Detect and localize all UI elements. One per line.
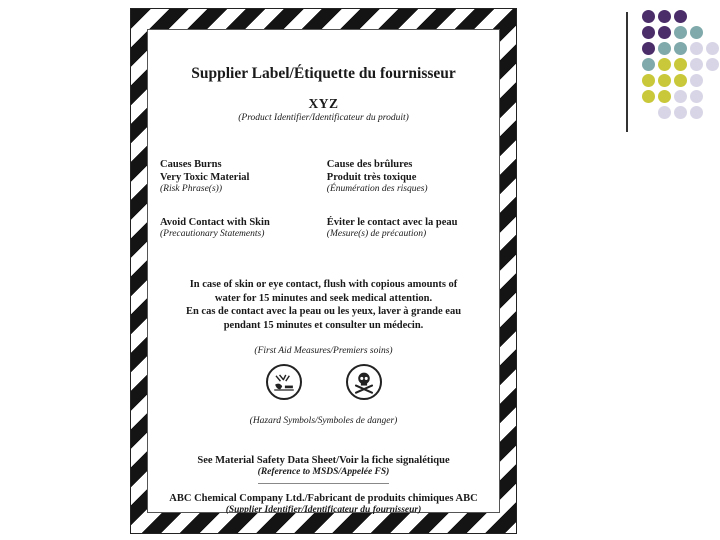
- decorative-dot: [690, 90, 703, 103]
- hazard-symbols-caption: (Hazard Symbols/Symboles de danger): [249, 416, 398, 426]
- precaution-fr-caption: (Mesure(s) de précaution): [326, 229, 427, 240]
- msds-reference: [148, 454, 499, 479]
- decorative-dot: [674, 74, 687, 87]
- product-identifier-caption: (Product Identifier/Identificateur du produit): [238, 112, 409, 123]
- decorative-dot: [674, 10, 687, 23]
- msds-caption: (Reference to MSDS/Appelée FS): [257, 467, 390, 478]
- divider: [258, 483, 389, 484]
- decorative-dot: [674, 58, 687, 71]
- decorative-vertical-rule: [626, 12, 628, 132]
- supplier-line: ABC Chemical Company Ltd./Fabricant de produits chimiques ABC: [169, 493, 478, 504]
- precaution-en: [160, 216, 314, 241]
- decorative-dot: [658, 74, 671, 87]
- decorative-dot: [658, 58, 671, 71]
- decorative-dot: [706, 58, 719, 71]
- supplier-identifier: [148, 492, 499, 517]
- decorative-dot: [690, 42, 703, 55]
- risk-fr-line1: Cause des brûlures: [326, 159, 413, 170]
- decorative-dot: [690, 58, 703, 71]
- decorative-dot: [674, 26, 687, 39]
- decorative-dot: [658, 42, 671, 55]
- decorative-dot: [674, 90, 687, 103]
- risk-fr-line2: Produit très toxique: [326, 172, 417, 184]
- decorative-dot: [658, 106, 671, 119]
- decorative-dot: [642, 74, 655, 87]
- decorative-dot: [706, 42, 719, 55]
- decorative-dot: [658, 90, 671, 103]
- decorative-dot: [642, 26, 655, 39]
- risk-phrases-fr: [327, 158, 487, 196]
- decorative-dot: [642, 42, 655, 55]
- risk-fr-caption: (Énumération des risques): [326, 184, 428, 195]
- decorative-dot: [690, 26, 703, 39]
- first-aid-fr-line2: pendant 15 minutes et consulter un médecin.: [223, 319, 424, 331]
- label-title: Supplier Label/Étiquette du fournisseur: [191, 65, 456, 82]
- decorative-dot: [642, 10, 655, 23]
- precaution-en-line1: Avoid Contact with Skin: [160, 217, 270, 228]
- decorative-dot: [658, 26, 671, 39]
- precaution-row: [160, 216, 487, 241]
- corrosive-icon: [266, 364, 302, 400]
- decorative-dot: [690, 74, 703, 87]
- risk-en-line1: Causes Burns: [160, 159, 222, 170]
- first-aid-en-line1: In case of skin or eye contact, flush with copious amounts of: [189, 279, 458, 290]
- precaution-fr: [327, 216, 487, 241]
- precaution-fr-line1: Éviter le contact avec la peau: [326, 217, 458, 228]
- decorative-dot: [642, 58, 655, 71]
- product-identifier: XYZ: [308, 96, 339, 111]
- decorative-dot: [674, 42, 687, 55]
- risk-en-caption: (Risk Phrase(s)): [160, 184, 222, 195]
- decorative-dot: [674, 106, 687, 119]
- precaution-en-caption: (Precautionary Statements): [160, 229, 265, 240]
- risk-phrases-en: [160, 158, 314, 196]
- msds-line: See Material Safety Data Sheet/Voir la fiche signalétique: [197, 455, 450, 466]
- first-aid-text: [160, 278, 487, 333]
- hazard-stripe-border: [130, 8, 517, 534]
- first-aid-fr-line1: En cas de contact avec la peau ou les yeux, laver à grande eau: [185, 306, 462, 318]
- risk-en-line2: Very Toxic Material: [160, 172, 250, 184]
- first-aid-en-line2: water for 15 minutes and seek medical attention.: [214, 292, 433, 304]
- decorative-dot: [658, 10, 671, 23]
- hazard-symbols: [148, 364, 499, 404]
- product-identifier-block: [148, 96, 499, 125]
- decorative-dot: [690, 106, 703, 119]
- supplier-caption: (Supplier Identifier/Identificateur du fournisseur): [225, 505, 422, 516]
- skull-crossbones-icon: [346, 364, 382, 400]
- first-aid-caption: (First Aid Measures/Premiers soins): [254, 346, 393, 356]
- supplier-label: [147, 29, 500, 516]
- decorative-dot: [642, 90, 655, 103]
- risk-phrases-row: [160, 158, 487, 196]
